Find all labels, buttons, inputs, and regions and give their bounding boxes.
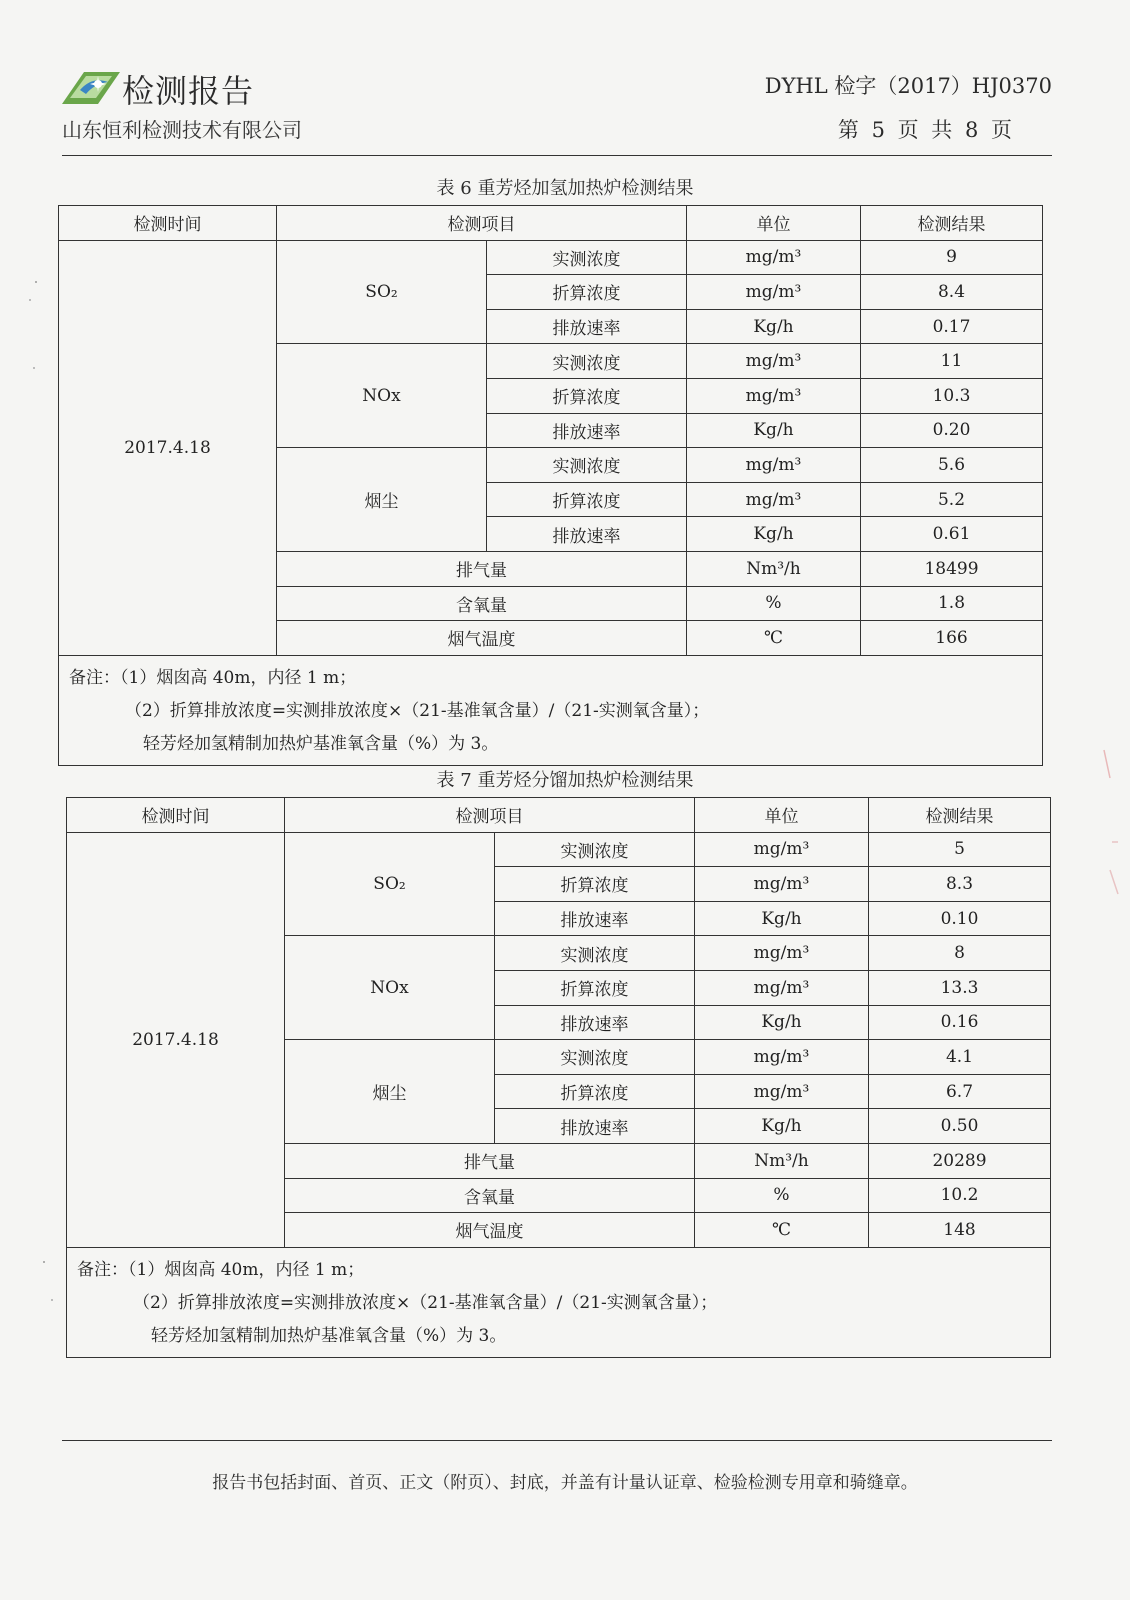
footer-note: 报告书包括封面、首页、正文（附页）、封底，并盖有计量认证章、检验检测专用章和骑缝章。: [212, 1473, 918, 1493]
unit-cell: ℃: [695, 1213, 869, 1248]
header-row: [59, 206, 1043, 241]
header-cell-item: 检测项目: [277, 206, 687, 241]
table-row: [59, 240, 1043, 275]
pollutant-cell: NOx: [277, 344, 487, 448]
unit-cell: mg/m³: [687, 448, 861, 483]
item-cell: 实测浓度: [487, 240, 687, 275]
report-header: [62, 62, 1052, 162]
value-cell: 0.50: [869, 1109, 1051, 1144]
footer-divider: [62, 1440, 1052, 1441]
value-cell: 166: [861, 621, 1043, 656]
value-cell: 4.1: [869, 1040, 1051, 1075]
item-cell: 实测浓度: [495, 1040, 695, 1075]
header-divider: [62, 155, 1052, 156]
notes-row: [59, 655, 1043, 765]
report-number: DYHL 检字（2017）HJ0370: [764, 74, 1052, 98]
table6-caption: 表 6 重芳烃加氢加热炉检测结果: [436, 178, 694, 199]
unit-cell: %: [695, 1178, 869, 1213]
header-cell-item: 检测项目: [285, 798, 695, 833]
header-row: [67, 798, 1051, 833]
unit-cell: mg/m³: [687, 275, 861, 310]
unit-cell: Kg/h: [687, 413, 861, 448]
unit-cell: mg/m³: [695, 970, 869, 1005]
unit-cell: mg/m³: [687, 240, 861, 275]
value-cell: 5: [869, 832, 1051, 867]
value-cell: 0.61: [861, 517, 1043, 552]
unit-cell: %: [687, 586, 861, 621]
item-cell: 排气量: [285, 1143, 695, 1178]
value-cell: 0.17: [861, 309, 1043, 344]
table-row: [67, 832, 1051, 867]
value-cell: 6.7: [869, 1074, 1051, 1109]
date-cell: 2017.4.18: [59, 240, 277, 655]
table7-caption: 表 7 重芳烃分馏加热炉检测结果: [436, 770, 694, 791]
item-cell: 排放速率: [495, 901, 695, 936]
note-line: （2）折算排放浓度=实测排放浓度×（21-基准氧含量）/（21-实测氧含量）；: [125, 700, 710, 721]
unit-cell: Nm³/h: [695, 1143, 869, 1178]
item-cell: 折算浓度: [487, 378, 687, 413]
item-cell: 排放速率: [487, 309, 687, 344]
value-cell: 13.3: [869, 970, 1051, 1005]
value-cell: 0.16: [869, 1005, 1051, 1040]
header-cell-unit: 单位: [687, 206, 861, 241]
unit-cell: mg/m³: [687, 344, 861, 379]
notes-cell: [59, 655, 1043, 765]
value-cell: 10.3: [861, 378, 1043, 413]
unit-cell: Nm³/h: [687, 551, 861, 586]
pollutant-cell: SO₂: [285, 832, 495, 936]
unit-cell: mg/m³: [687, 378, 861, 413]
date-cell: 2017.4.18: [67, 832, 285, 1247]
unit-cell: Kg/h: [687, 517, 861, 552]
value-cell: 11: [861, 344, 1043, 379]
pollutant-cell: 烟尘: [285, 1040, 495, 1144]
item-cell: 折算浓度: [487, 275, 687, 310]
value-cell: 8.3: [869, 867, 1051, 902]
value-cell: 5.6: [861, 448, 1043, 483]
item-cell: 折算浓度: [495, 867, 695, 902]
item-cell: 折算浓度: [487, 482, 687, 517]
item-cell: 折算浓度: [495, 1074, 695, 1109]
item-cell: 含氧量: [277, 586, 687, 621]
value-cell: 5.2: [861, 482, 1043, 517]
unit-cell: Kg/h: [695, 1005, 869, 1040]
item-cell: 实测浓度: [487, 448, 687, 483]
header-cell-result: 检测结果: [869, 798, 1051, 833]
value-cell: 10.2: [869, 1178, 1051, 1213]
note-line: 轻芳烃加氢精制加热炉基准氧含量（%）为 3。: [151, 1325, 507, 1346]
notes-cell: [67, 1247, 1051, 1357]
unit-cell: mg/m³: [695, 1074, 869, 1109]
value-cell: 0.10: [869, 901, 1051, 936]
item-cell: 烟气温度: [277, 621, 687, 656]
header-cell-time: 检测时间: [67, 798, 285, 833]
notes-row: [67, 1247, 1051, 1357]
item-cell: 排放速率: [495, 1109, 695, 1144]
value-cell: 18499: [861, 551, 1043, 586]
value-cell: 9: [861, 240, 1043, 275]
header-cell-result: 检测结果: [861, 206, 1043, 241]
unit-cell: ℃: [687, 621, 861, 656]
pollutant-cell: SO₂: [277, 240, 487, 344]
note-line: （2）折算排放浓度=实测排放浓度×（21-基准氧含量）/（21-实测氧含量）；: [133, 1292, 718, 1313]
item-cell: 含氧量: [285, 1178, 695, 1213]
unit-cell: mg/m³: [687, 482, 861, 517]
note-line: 备注：（1）烟囱高 40m，内径 1 m；: [69, 667, 357, 688]
note-line: 备注：（1）烟囱高 40m，内径 1 m；: [77, 1259, 365, 1280]
item-cell: 实测浓度: [487, 344, 687, 379]
item-cell: 排放速率: [487, 413, 687, 448]
value-cell: 0.20: [861, 413, 1043, 448]
unit-cell: Kg/h: [687, 309, 861, 344]
value-cell: 1.8: [861, 586, 1043, 621]
page-indicator: 第 5 页 共 8 页: [837, 118, 1012, 142]
header-cell-unit: 单位: [695, 798, 869, 833]
unit-cell: mg/m³: [695, 1040, 869, 1075]
item-cell: 排放速率: [495, 1005, 695, 1040]
pollutant-cell: 烟尘: [277, 448, 487, 552]
document-title: 检测报告: [122, 72, 255, 110]
unit-cell: mg/m³: [695, 832, 869, 867]
company-name: 山东恒利检测技术有限公司: [62, 118, 302, 142]
item-cell: 实测浓度: [495, 936, 695, 971]
unit-cell: Kg/h: [695, 1109, 869, 1144]
unit-cell: mg/m³: [695, 936, 869, 971]
item-cell: 折算浓度: [495, 970, 695, 1005]
item-cell: 实测浓度: [495, 832, 695, 867]
header-cell-time: 检测时间: [59, 206, 277, 241]
company-logo-icon: [62, 68, 120, 108]
table7: [66, 797, 1051, 1358]
item-cell: 排气量: [277, 551, 687, 586]
value-cell: 8.4: [861, 275, 1043, 310]
table6: [58, 205, 1043, 766]
item-cell: 排放速率: [487, 517, 687, 552]
unit-cell: mg/m³: [695, 867, 869, 902]
value-cell: 20289: [869, 1143, 1051, 1178]
value-cell: 148: [869, 1213, 1051, 1248]
note-line: 轻芳烃加氢精制加热炉基准氧含量（%）为 3。: [143, 733, 499, 754]
unit-cell: Kg/h: [695, 901, 869, 936]
item-cell: 烟气温度: [285, 1213, 695, 1248]
value-cell: 8: [869, 936, 1051, 971]
pollutant-cell: NOx: [285, 936, 495, 1040]
